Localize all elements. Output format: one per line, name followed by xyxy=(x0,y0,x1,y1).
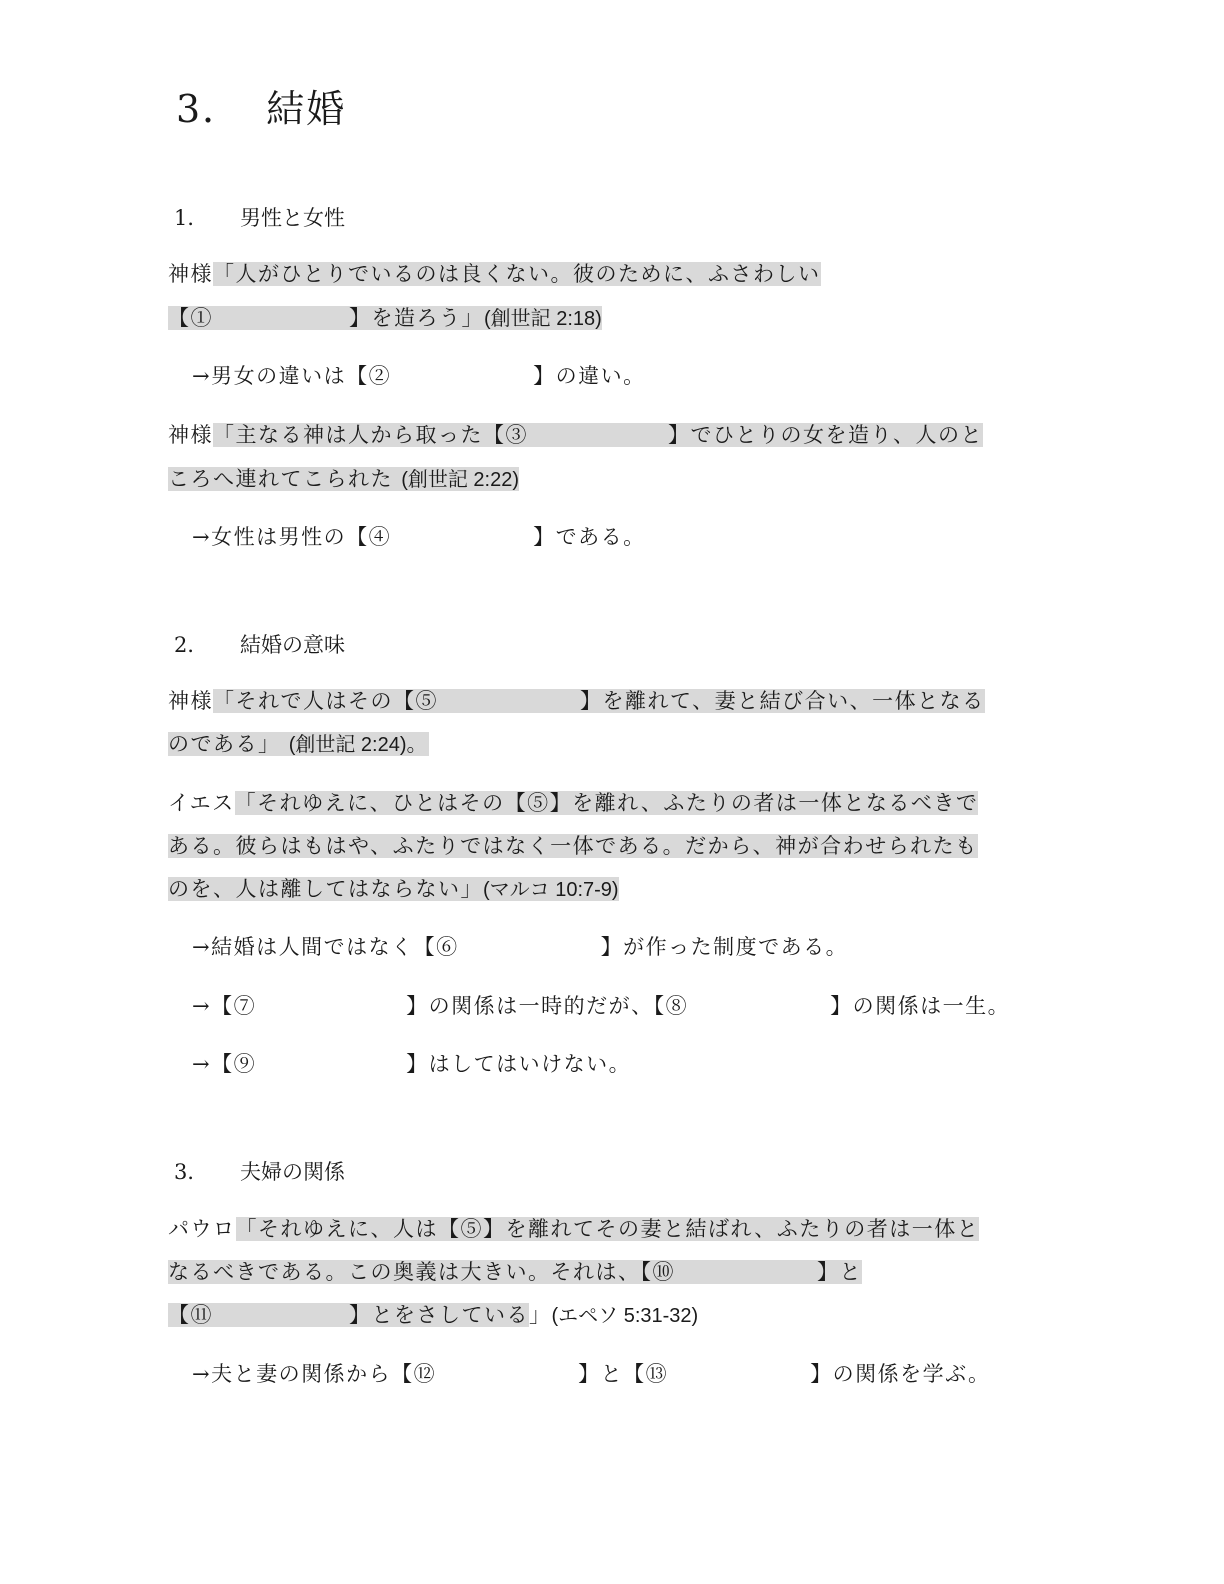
quote-line xyxy=(168,1295,698,1335)
quote-line xyxy=(168,254,821,294)
scripture-reference: (創世記 2:18) xyxy=(484,308,602,330)
section-title: 男性と女性 xyxy=(240,206,345,230)
scripture-reference: (エペソ 5:31-32) xyxy=(551,1305,699,1327)
point-text: 】の関係は一時的だが、【⑧ xyxy=(406,994,689,1018)
section-title: 結婚の意味 xyxy=(240,633,345,657)
point-text: →【⑦ xyxy=(192,994,257,1018)
speaker: イエス xyxy=(168,791,235,815)
speaker: パウロ xyxy=(168,1217,236,1241)
section-number: 1． xyxy=(174,206,209,230)
quote-line xyxy=(168,459,519,499)
section-heading-2 xyxy=(174,629,345,659)
point-line xyxy=(192,517,646,557)
point-text: 】の関係は一生。 xyxy=(830,994,1011,1018)
point-text: →夫と妻の関係から【⑫ xyxy=(192,1362,437,1386)
point-line xyxy=(192,1044,631,1084)
scripture-reference: (創世記 2:24) xyxy=(288,734,407,756)
section-number: 3． xyxy=(174,1160,209,1184)
quote-text: ある。彼らはもはや、ふたりではなく一体である。だから、神が合わせられたも xyxy=(168,834,978,858)
point-text: 】はしてはいけない。 xyxy=(406,1052,632,1076)
quote-text: 】を造ろう」 xyxy=(349,306,484,330)
point-text: →女性は男性の【④ xyxy=(192,525,392,549)
speaker: 神様 xyxy=(168,262,213,286)
scripture-reference: (マルコ 10:7-9) xyxy=(483,879,619,901)
quote-line xyxy=(168,1209,979,1249)
point-line xyxy=(192,1354,991,1394)
point-text: 】の違い。 xyxy=(533,364,646,388)
point-text: 】と【⑬ xyxy=(578,1362,669,1386)
quote-text: 「それゆえに、人は【⑤】を離れてその妻と結ばれ、ふたりの者は一体と xyxy=(235,1217,980,1241)
point-line xyxy=(192,986,1010,1026)
blank-1-open: 【① xyxy=(168,306,213,330)
quote-line xyxy=(168,1252,862,1292)
quote-text: 「人がひとりでいるのは良くない。彼のために、ふさわしい xyxy=(213,262,821,286)
speaker: 神様 xyxy=(168,689,213,713)
quote-text: 】と xyxy=(817,1260,862,1284)
quote-text: ころへ連れてこられた xyxy=(168,467,402,491)
quote-line xyxy=(168,869,619,909)
quote-text: 【⑪ xyxy=(168,1303,213,1327)
quote-text: なるべきである。この奥義は大きい。それは、【⑩ xyxy=(168,1260,675,1284)
page-title xyxy=(176,78,346,133)
point-text: 】が作った制度である。 xyxy=(600,935,849,959)
point-text: →【⑨ xyxy=(192,1052,257,1076)
quote-text: 「それで人はその【⑤ xyxy=(213,689,438,713)
title-text: 結婚 xyxy=(266,87,347,131)
section-heading-1 xyxy=(174,202,345,232)
quote-line xyxy=(168,826,978,866)
quote-text: 。 xyxy=(406,732,429,756)
quote-line xyxy=(168,783,978,823)
quote-line xyxy=(168,724,429,764)
point-line xyxy=(192,356,646,396)
quote-text: 】でひとりの女を造り、人のと xyxy=(668,423,983,447)
section-heading-3 xyxy=(174,1156,345,1186)
section-number: 2． xyxy=(174,633,209,657)
quote-line xyxy=(168,681,985,721)
quote-line xyxy=(168,298,602,338)
point-line xyxy=(192,927,848,967)
quote-text: のである」 xyxy=(168,732,289,756)
quote-text: 」 xyxy=(529,1303,552,1327)
point-text: →男女の違いは【② xyxy=(192,364,392,388)
quote-text: 「それゆえに、ひとはその【⑤】を離れ、ふたりの者は一体となるべきで xyxy=(234,791,979,815)
point-text: →結婚は人間ではなく【⑥ xyxy=(192,935,459,959)
point-text: 】である。 xyxy=(533,525,646,549)
quote-text: 「主なる神は人から取った【③ xyxy=(213,423,528,447)
scripture-reference: (創世記 2:22) xyxy=(401,469,519,491)
section-title: 夫婦の関係 xyxy=(240,1160,345,1184)
quote-text: 】とをさしている xyxy=(349,1303,529,1327)
quote-text: 】を離れて、妻と結び合い、一体となる xyxy=(580,689,985,713)
speaker: 神様 xyxy=(168,423,213,447)
quote-line xyxy=(168,415,983,455)
quote-text: のを、人は離してはならない」 xyxy=(168,877,483,901)
title-number: 3． xyxy=(176,87,243,131)
point-text: 】の関係を学ぶ。 xyxy=(810,1362,991,1386)
